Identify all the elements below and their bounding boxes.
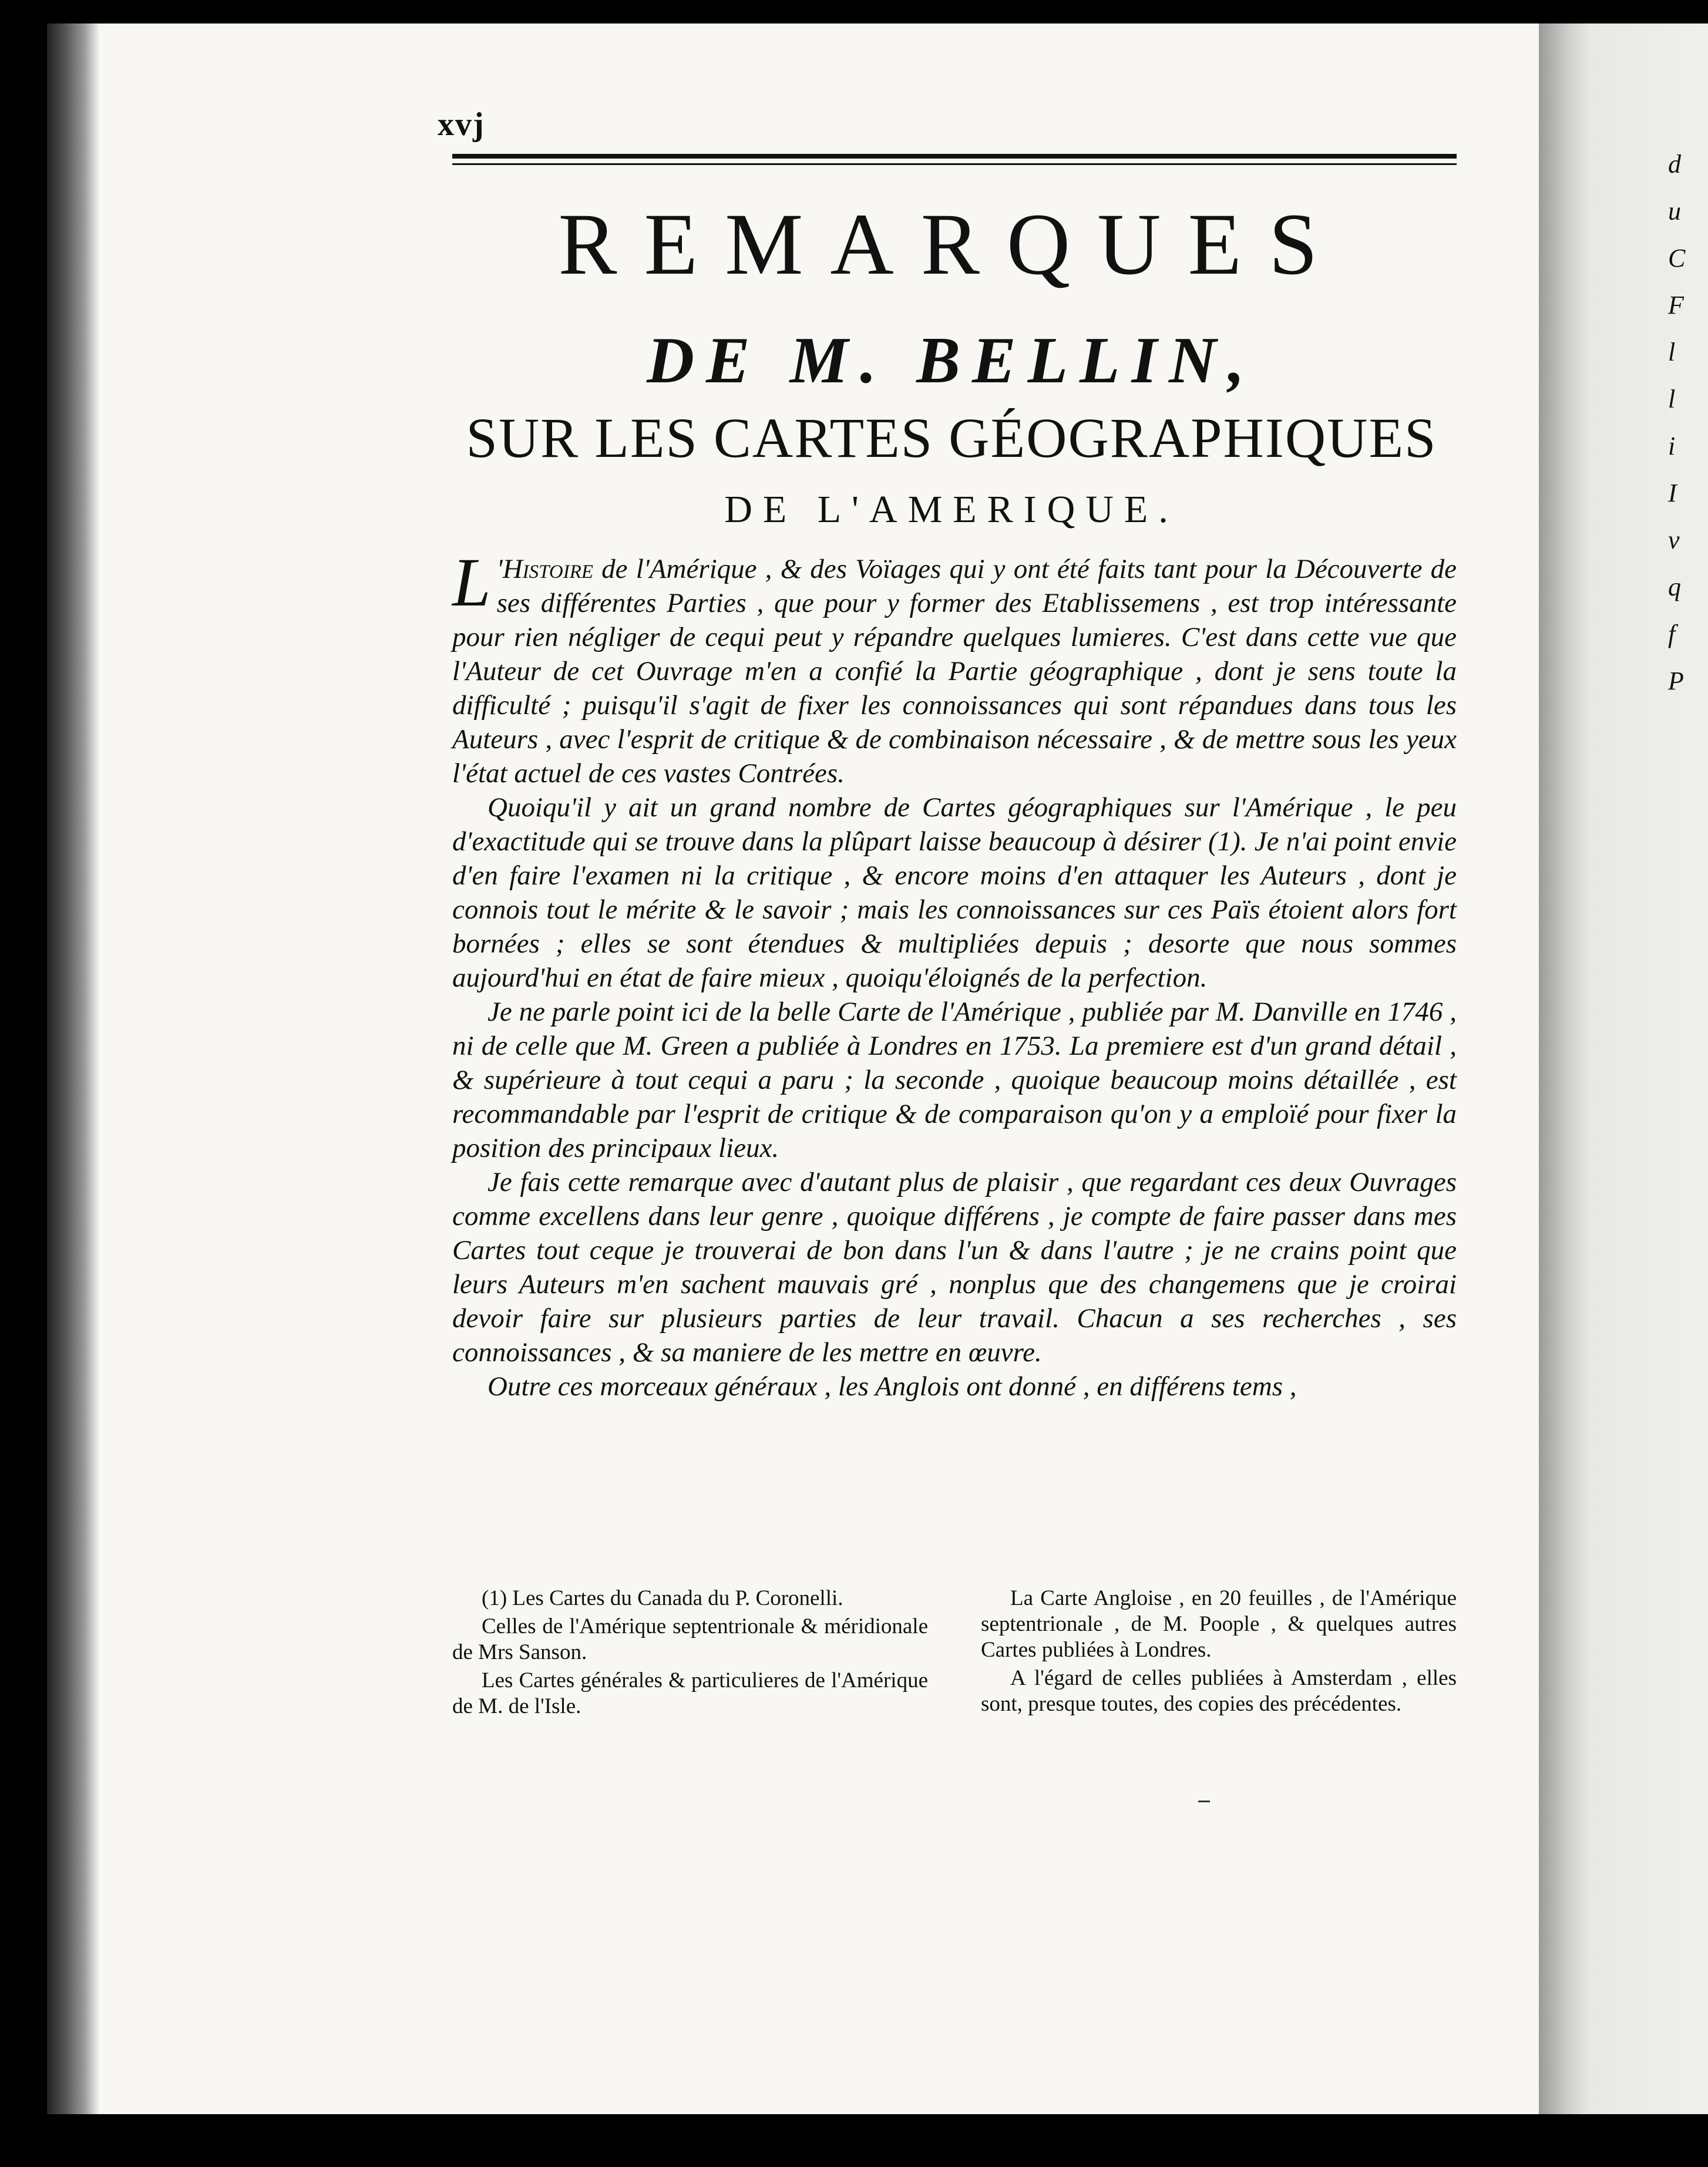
- paragraph-1-text: de l'Amérique , & des Voïages qui y ont été faits tant pour la Découverte de ses différentes Parties , que pour y former des Etablissemens , est trop intéressante pour rien négliger de cequi peut y répandre quelques lumieres. C'est dans cette vue que l'Auteur de cet Ouvrage m'en a confié la Partie géographique , dont je sens toute la difficulté ; puisqu'il s'agit de fixer les connoissances qui sont répandues dans tous les Auteurs , avec l'esprit de critique & de combinaison nécessaire , & de mettre sous les yeux l'état actuel de ces vastes Contrées.: [452, 554, 1457, 789]
- title-author: DE M. BELLIN,: [647, 324, 1256, 397]
- footnotes-right-column: [981, 1586, 1457, 1722]
- drop-cap: L: [452, 544, 491, 621]
- edge-letter: v: [1668, 526, 1680, 554]
- page-number: xvj: [438, 106, 485, 143]
- footnote: Les Cartes générales & particulieres de l'Amérique de M. de l'Isle.: [452, 1668, 928, 1718]
- title-subject: SUR LES CARTES GÉOGRAPHIQUES: [466, 406, 1437, 469]
- edge-letter: l: [1668, 385, 1676, 413]
- paragraph-2: Quoiqu'il y ait un grand nombre de Cartes géographiques sur l'Amérique , le peu d'exactitude qui se trouve dans la plûpart laisse beaucoup à désirer (1). Je n'ai point envie d'en faire l'examen ni la critique , & encore moins d'en attaquer les Auteurs , dont je connois tout le mérite & le savoir ; mais les connoissances sur ces Païs étoient alors fort bornées ; elles se sont étendues & multipliées depuis ; desorte que nous sommes aujourd'hui en état de faire mieux , quoiqu'éloignés de la perfection.: [452, 792, 1457, 993]
- edge-letter: i: [1668, 432, 1676, 460]
- page-signature-mark: [1198, 1801, 1210, 1802]
- header-rule: [452, 154, 1457, 165]
- edge-letter: u: [1668, 197, 1681, 226]
- footnote: A l'égard de celles publiées à Amsterdam , elles sont, presque toutes, des copies des précédentes.: [981, 1666, 1457, 1716]
- facing-page-letters: [1668, 141, 1708, 705]
- paragraph-3: Je ne parle point ici de la belle Carte de l'Amérique , publiée par M. Danville en 1746 , ni de celle que M. Green a publiée à Londres en 1753. La premiere est d'un grand détail , & supérieure à tout cequi a paru ; la seconde , quoique beaucoup moins détaillée , est recommandable par l'esprit de critique & de comparaison qu'on y a emploïé pour fixer la position des principaux lieux.: [452, 997, 1457, 1163]
- title-region: DE L'AMERIQUE.: [724, 488, 1179, 531]
- edge-letter: C: [1668, 244, 1686, 272]
- paragraph-1: [452, 544, 1457, 790]
- paragraph-1-smallcaps: 'Histoire: [496, 554, 594, 584]
- edge-letter: q: [1668, 573, 1681, 601]
- edge-letter: I: [1668, 479, 1677, 507]
- paragraph-5: Outre ces morceaux généraux , les Anglois ont donné , en différens tems ,: [487, 1371, 1297, 1402]
- footnotes-left-column: [452, 1586, 928, 1722]
- paragraph-4: Je fais cette remarque avec d'autant plus de plaisir , que regardant ces deux Ouvrages comme excellens dans leur genre , quoique différens , je compte de faire passer dans mes Cartes tout ceque je trouverai de bon dans l'un & dans l'autre ; je ne crains point que leurs Auteurs m'en sachent mauvais gré , nonplus que des changemens que je croirai devoir faire sur plusieurs parties de leur travail. Chacun a ses recherches , ses connoissances , & sa maniere de les mettre en œuvre.: [452, 1167, 1457, 1368]
- edge-letter: F: [1668, 291, 1684, 319]
- body-text: [452, 544, 1457, 1404]
- footnote: La Carte Angloise , en 20 feuilles , de l'Amérique septentrionale , de M. Poople , & quelques autres Cartes publiées à Londres.: [981, 1586, 1457, 1662]
- binding-shadow: [47, 23, 100, 2114]
- edge-letter: P: [1668, 667, 1684, 695]
- footnotes: [452, 1586, 1457, 1722]
- footnote: (1) Les Cartes du Canada du P. Coronelli.: [482, 1586, 843, 1610]
- facing-page-edge: [1539, 23, 1708, 2114]
- edge-letter: l: [1668, 338, 1676, 366]
- edge-letter: f: [1668, 620, 1676, 648]
- footnote: Celles de l'Amérique septentrionale & méridionale de Mrs Sanson.: [452, 1614, 928, 1664]
- title-remarques: REMARQUES: [558, 196, 1345, 293]
- edge-letter: d: [1668, 150, 1681, 179]
